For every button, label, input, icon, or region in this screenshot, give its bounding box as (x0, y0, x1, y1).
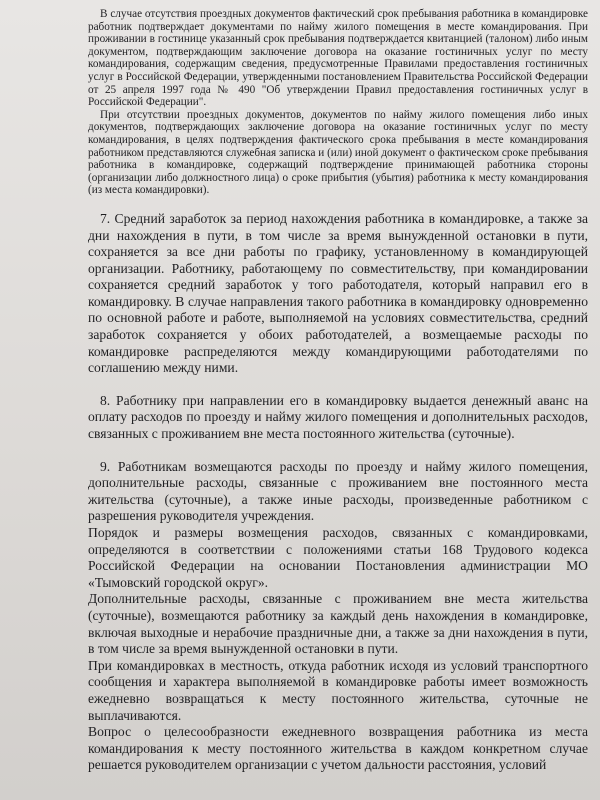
small-print-block (88, 8, 588, 197)
paragraph-daily-return: При командировках в местность, откуда работник исходя из условий транспортного сообщения и характера выполняемой в командировке работы имеет возможность ежедневно возвращаться к месту постоянного жительства, суточные не выплачиваются. (88, 657, 588, 723)
paragraph-9: 9. Работникам возмещаются расходы по проезду и найму жилого помещения, дополнительные расходы, связанные с проживанием вне постоянного места жительства (суточные), а также иные расходы, произведенные работником с разрешения руководителя учреждения. (88, 458, 588, 524)
paragraph-no-documents: При отсутствии проездных документов, документов по найму жилого помещения либо иных документов, подтверждающих заключение договора на оказание гостиничных услуг по месту командирования, в целях подтверждения фактического срока пребывания в месте командирования работником представляются служебная записка и (или) иной документ о фактическом сроке пребывания работника в командировке, содержащий подтверждение принимающей работника стороны (организации либо должностного лица) о сроке прибытия (убытия) работника к месту командирования (из места командировки). (88, 108, 588, 197)
main-print-block (88, 211, 588, 774)
paragraph-question: Вопрос о целесообразности ежедневного возвращения работника из места командирования к месту постоянного жительства в каждом конкретном случае решается руководителем организации с учетом дальности расстояния, условий (88, 724, 588, 773)
paragraph-procedure: Порядок и размеры возмещения расходов, связанных с командировками, определяются в соответствии с положениями статьи 168 Трудового кодекса Российской Федерации на основании Постановления администрации МО «Тымовский городской округ». (88, 525, 588, 590)
document-page (88, 8, 588, 774)
paragraph-additional-expenses: Дополнительные расходы, связанные с проживанием вне места жительства (суточные), возмещаются работнику за каждый день нахождения в командировке, включая выходные и нерабочие праздничные дни, а также за дни нахождения в пути, в том числе за время вынужденной остановки в пути. (88, 591, 588, 657)
paragraph-8: 8. Работнику при направлении его в командировку выдается денежный аванс на оплату расходов по проезду и найму жилого помещения и дополнительных расходов, связанных с проживанием вне места постоянного жительства (суточные). (88, 392, 588, 442)
paragraph-7: 7. Средний заработок за период нахождения работника в командировке, а также за дни нахождения в пути, в том числе за время вынужденной остановки в пути, сохраняется за все дни работы по графику, установленному в командирующей организации. Работнику, работающему по совместительству, при командировании сохраняется средний заработок у того работодателя, который направил его в командировку. В случае направления такого работника в командировку одновременно по основной работе и работе, выполняемой на условиях совместительства, средний заработок сохраняется у обоих работодателей, а возмещаемые расходы по командировке распределяются между командирующими работодателями по соглашению между ними. (88, 210, 588, 376)
paragraph-travel-documents-absent: В случае отсутствия проездных документов фактический срок пребывания работника в командировке работник подтверждает документами по найму жилого помещения в месте командирования. При проживании в гостинице указанный срок пребывания подтверждается квитанцией (талоном) либо иным документом, подтверждающим заключение договора на оказание гостиничных услуг по месту командирования, содержащим сведения, предусмотренные Правилами предоставления гостиничных услуг в Российской Федерации, утвержденными постановлением Правительства Российской Федерации от 25 апреля 1997 года № 490 "Об утверждении Правил предоставления гостиничных услуг в Российской Федерации". (88, 8, 588, 109)
